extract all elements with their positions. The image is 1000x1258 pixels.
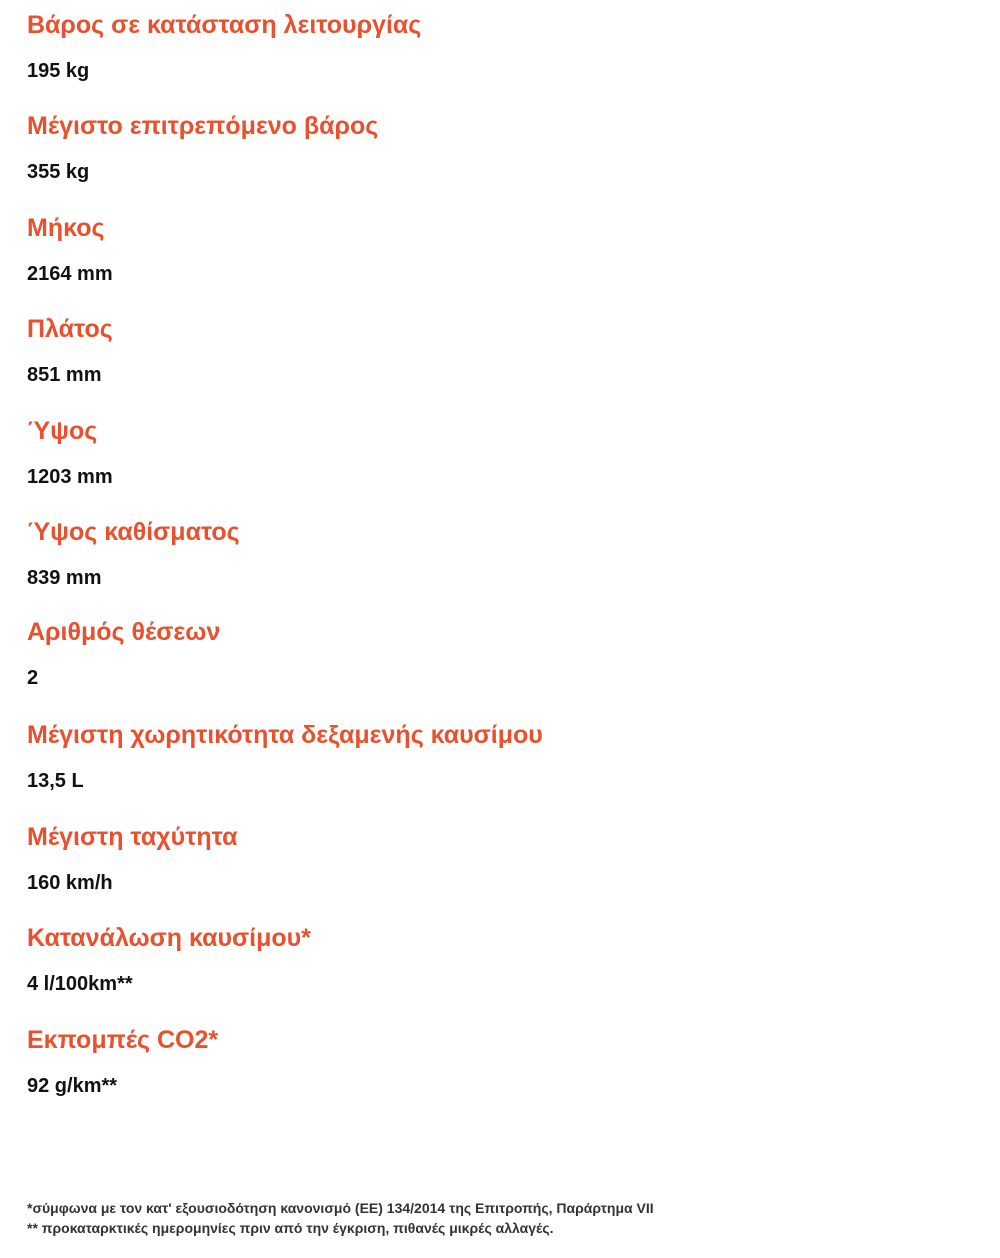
spec-value: 839 mm: [27, 567, 102, 589]
spec-label: Μέγιστο επιτρεπόμενο βάρος: [27, 112, 379, 140]
spec-value: 2164 mm: [27, 263, 113, 285]
footnote-regulation: *σύμφωνα με τον κατ' εξουσιοδότηση κανονισμό (ΕΕ) 134/2014 της Επιτροπής, Παράρτημα VII: [27, 1200, 654, 1216]
spec-label: Ύψος καθίσματος: [27, 518, 240, 546]
footnote-preliminary: ** προκαταρκτικές ημερομηνίες πριν από την έγκριση, πιθανές μικρές αλλαγές.: [27, 1220, 554, 1236]
spec-value: 92 g/km**: [27, 1075, 118, 1097]
spec-label: Μήκος: [27, 214, 105, 242]
spec-label: Αριθμός θέσεων: [27, 618, 221, 646]
spec-label: Κατανάλωση καυσίμου*: [27, 924, 311, 952]
spec-label: Μέγιστη χωρητικότητα δεξαμενής καυσίμου: [27, 721, 543, 749]
spec-label: Πλάτος: [27, 315, 113, 343]
spec-label: Βάρος σε κατάσταση λειτουργίας: [27, 11, 422, 39]
spec-label: Ύψος: [27, 417, 98, 445]
spec-value: 2: [27, 667, 39, 689]
spec-value: 13,5 L: [27, 770, 84, 792]
spec-value: 160 km/h: [27, 872, 113, 894]
spec-value: 4 l/100km**: [27, 973, 133, 995]
spec-value: 1203 mm: [27, 466, 113, 488]
spec-label: Εκπομπές CO2*: [27, 1026, 219, 1054]
spec-value: 851 mm: [27, 364, 102, 386]
footnotes: [27, 1198, 654, 1238]
spec-label: Μέγιστη ταχύτητα: [27, 823, 238, 851]
spec-value: 355 kg: [27, 161, 90, 183]
spec-value: 195 kg: [27, 60, 90, 82]
